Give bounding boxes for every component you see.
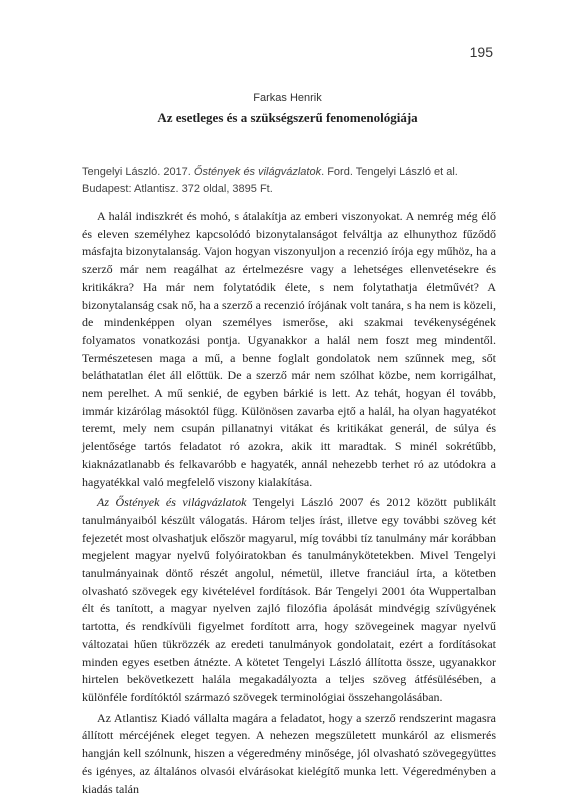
citation-work-title: Őstények és világvázlatok xyxy=(193,166,322,178)
paragraph-2 xyxy=(82,494,496,706)
paragraph-2-text: Tengelyi László 2007 és 2012 között publikált tanulmányaiból készült válogatás. Három teljes írást, illetve egy további szöveg két fejezetét most olvashatjuk először magyarul, míg további tíz tanulmány már korábban megjelent magyar nyelvű folyóiratokban és tanulmánykötetekben. Mivel Tengelyi tanulmányainak döntő részét angolul, németül, illetve franciául írta, a kötetben olvasható szövegek egy kivételével fordítások. Bár Tengelyi 2001 óta Wuppertalban élt és tanított, a magyar nyelven zajló filozófia ápolását mindvégig szívügyének tartotta, és rendkívüli figyelmet fordított arra, hogy szövegeinek magyar nyelvű változatai hűen tükrözzék az eredeti tanulmányok gondolatait, ezért a fordításokat minden egyes esetben átnézte. A kötetet Tengelyi László állította össze, ugyanakkor hirtelen bekövetkezett halála megakadályozta a teljes szöveg átfésülésében, a különféle fordítóktól származó szövegek terminológiai összehangolásában. xyxy=(82,495,496,704)
paragraph-1: A halál indiszkrét és mohó, s átalakítja az emberi viszonyokat. A nemrég még élő és eleven személyhez kapcsolódó bizonytalanságot felváltja az elhunythoz fűződő másfajta bizonytalanság. Vajon hogyan viszonyuljon a recenzió írója egy műhöz, ha a szerző már nem reagálhat az értelmezésre vagy a lehetséges ellenvetésekre és kritikákra? Ha már nem folytatódik élete, s nem folytathatja életművét? A bizonytalanság csak nő, ha a szerző a recenzió írójának volt tanára, s ha nem is közeli, de mindenképpen olyan személyes ismerőse, aki szakmai tevékenységének folyamatos vonatkozási pontja. Ugyanakkor a halál nem foszt meg mindentől. Természetesen maga a mű, a benne foglalt gondolatok nem szűnnek meg, sőt beláthatatlan élet áll előttük. De a szerző már nem szólhat közbe, nem korrigálhat, nem perelhet. A mű senkié, de egyben bárkié is lett. Az tehát, hogyan él tovább, immár kizárólag másoktól függ. Különösen zavarba ejtő a halál, ha olyan hagyatékot teremt, mely nem csupán pillanatnyi vitákat és kritikákat generál, de súlya és jelentősége tartós feladatot ró azokra, akik itt maradtak. S minél sokrétűbb, kiaknázatlanabb és felkavaróbb e hagyaték, annál nehezebb terhet ró az utódokra a hagyatékkal való megfelelő viszony kialakítása. xyxy=(82,209,496,489)
citation-author: Tengelyi László. 2017. xyxy=(82,166,194,178)
author-name: Farkas Henrik xyxy=(253,92,322,104)
book-citation xyxy=(82,164,497,198)
paragraph-2-italic: Az Őstények és világvázlatok xyxy=(97,495,247,510)
article-body xyxy=(82,208,496,801)
article-title: Az esetleges és a szükségszerű fenomenológiája xyxy=(157,110,418,125)
paragraph-3: Az Atlantisz Kiadó vállalta magára a feladatot, hogy a szerző rendszerint magasra állított mércéjének eleget tegyen. A nehezen megszületett munkáról az elismerés hangján kell szólnunk, hiszen a végeredmény minősége, jól olvasható szövegegyüttes és igényes, az általános olvasói elvárásokat kielégítő munka lett. Végeredményben a kiadás talán xyxy=(82,710,496,796)
citation-details: . Ford. Tengelyi László et al. Budapest: Atlantisz. 372 oldal, 3895 Ft. xyxy=(82,166,458,195)
page-number: 195 xyxy=(469,44,493,60)
